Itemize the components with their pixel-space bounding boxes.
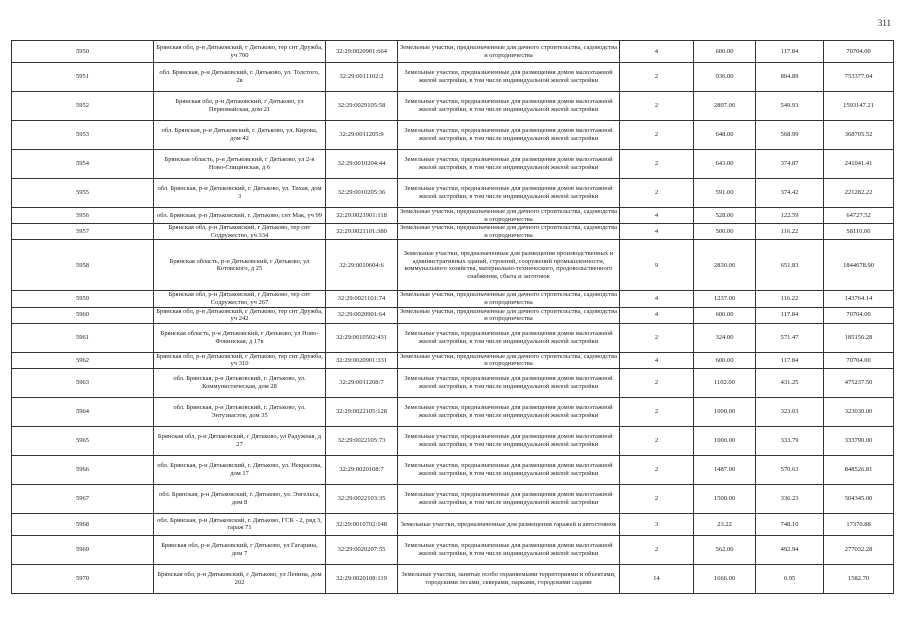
address-cell: Брянская область, р-н Дятьковский, г Дятьково, ул Ново-Фокинская, д 17в: [154, 323, 326, 352]
group-cell: 2: [620, 92, 694, 121]
table-row: [12, 121, 894, 150]
group-cell: 4: [620, 208, 694, 224]
table-row: [12, 426, 894, 455]
cadastral-number-cell: 32:29:0010502:431: [326, 323, 398, 352]
area-cell: 1102.00: [694, 368, 756, 397]
cadastral-value-cell: 58110.00: [824, 224, 894, 240]
specific-value-cell: 492.94: [756, 535, 824, 564]
cadastral-number-cell: 32:29:0022105:128: [326, 397, 398, 426]
table-row: [12, 240, 894, 291]
group-cell: 2: [620, 150, 694, 179]
table-row: [12, 63, 894, 92]
land-use-cell: Земельные участки, предназначенные для размещения домов малоэтажной жилой застройки, в том числе индивидуальной жилой застройки: [398, 455, 620, 484]
cadastral-value-cell: 143764.14: [824, 291, 894, 307]
land-use-cell: Земельные участки, предназначенные для размещения домов малоэтажной жилой застройки, в том числе индивидуальной жилой застройки: [398, 63, 620, 92]
cadastral-value-cell: 70704.00: [824, 41, 894, 63]
cadastral-number-cell: 32:29:0020901:664: [326, 41, 398, 63]
specific-value-cell: 374.87: [756, 150, 824, 179]
table-row: [12, 150, 894, 179]
cadastral-value-cell: 368705.52: [824, 121, 894, 150]
row-number: 5961: [12, 323, 154, 352]
group-cell: 2: [620, 535, 694, 564]
table-row: [12, 352, 894, 368]
row-number: 5965: [12, 426, 154, 455]
address-cell: Брянская обл, р-н Дятьковский, г Дятьково, ул Первомайская, дом 21: [154, 92, 326, 121]
page-number: 311: [877, 18, 891, 28]
cadastral-number-cell: 32:29:0011205:9: [326, 121, 398, 150]
land-use-cell: Земельные участки, предназначенные для размещения домов малоэтажной жилой застройки, в том числе индивидуальной жилой застройки: [398, 92, 620, 121]
row-number: 5951: [12, 63, 154, 92]
address-cell: Брянская область, р-н Дятьковский, г Дятьково, ул 2-я Ново-Спицинская, д 6: [154, 150, 326, 179]
specific-value-cell: 431.25: [756, 368, 824, 397]
land-use-cell: Земельные участки, предназначенные для размещения домов малоэтажной жилой застройки, в том числе индивидуальной жилой застройки: [398, 368, 620, 397]
table-row: [12, 307, 894, 323]
address-cell: Брянская обл, р-н Дятьковский, г Дятьково, ул Гагарина, дом 7: [154, 535, 326, 564]
table-row: [12, 208, 894, 224]
cadastral-number-cell: 32:29:0010205:36: [326, 179, 398, 208]
address-cell: обл. Брянская, р-н Дятьковский, г. Дятьково, ул. Кирова, дом 42: [154, 121, 326, 150]
group-cell: 2: [620, 426, 694, 455]
cadastral-value-cell: 221282.22: [824, 179, 894, 208]
cadastral-value-cell: 70704.00: [824, 352, 894, 368]
area-cell: 1487.00: [694, 455, 756, 484]
area-cell: 936.00: [694, 63, 756, 92]
specific-value-cell: 748.10: [756, 513, 824, 535]
cadastral-number-cell: 32:29:0021101:74: [326, 291, 398, 307]
area-cell: 23.22: [694, 513, 756, 535]
row-number: 5952: [12, 92, 154, 121]
cadastral-number-cell: 32:29:0020901:64: [326, 307, 398, 323]
group-cell: 4: [620, 352, 694, 368]
land-use-cell: Земельные участки, предназначенные для дачного строительства, садоводства и огородничества: [398, 307, 620, 323]
specific-value-cell: 0.95: [756, 564, 824, 593]
area-cell: 648.00: [694, 121, 756, 150]
land-use-cell: Земельные участки, предназначенные для дачного строительства, садоводства и огородничества: [398, 41, 620, 63]
table-row: [12, 323, 894, 352]
cadastral-number-cell: 32:29:0011102:2: [326, 63, 398, 92]
row-number: 5956: [12, 208, 154, 224]
cadastral-number-cell: 32:29:0022105:73: [326, 426, 398, 455]
cadastral-number-cell: 32:29:0010702:148: [326, 513, 398, 535]
cadastral-value-cell: 277032.28: [824, 535, 894, 564]
group-cell: 14: [620, 564, 694, 593]
table-row: [12, 224, 894, 240]
row-number: 5959: [12, 291, 154, 307]
specific-value-cell: 336.23: [756, 484, 824, 513]
group-cell: 2: [620, 323, 694, 352]
cadastral-value-cell: 1593147.21: [824, 92, 894, 121]
address-cell: Брянская обл, р-н Дятьковский, г Дятьково, тер снт Дружба, уч 700: [154, 41, 326, 63]
specific-value-cell: 571.47: [756, 323, 824, 352]
row-number: 5964: [12, 397, 154, 426]
group-cell: 3: [620, 513, 694, 535]
land-use-cell: Земельные участки, занятые особо охраняемыми территориями и объектами, городскими лесами, скверами, парками, городскими садами: [398, 564, 620, 593]
specific-value-cell: 374.42: [756, 179, 824, 208]
cadastral-value-cell: 1844678.90: [824, 240, 894, 291]
land-use-cell: Земельные участки, предназначенные для дачного строительства, садоводства и огородничества: [398, 291, 620, 307]
cadastral-value-cell: 1582.70: [824, 564, 894, 593]
cadastral-value-cell: 848526.81: [824, 455, 894, 484]
row-number: 5963: [12, 368, 154, 397]
group-cell: 9: [620, 240, 694, 291]
table-row: [12, 291, 894, 307]
cadastral-value-cell: 185156.28: [824, 323, 894, 352]
cadastral-value-cell: 64727.52: [824, 208, 894, 224]
area-cell: 600.00: [694, 41, 756, 63]
address-cell: Брянская обл, р-н Дятьковский, г Дятьково, ул Радужная, д 27: [154, 426, 326, 455]
cadastral-value-cell: 504345.00: [824, 484, 894, 513]
land-use-cell: Земельные участки, предназначенные для размещения домов малоэтажной жилой застройки, в том числе индивидуальной жилой застройки: [398, 426, 620, 455]
cadastral-value-cell: 241041.41: [824, 150, 894, 179]
address-cell: Брянская обл, р-н Дятьковский, г Дятьково, тер снт Содружество, уч 334: [154, 224, 326, 240]
cadastral-value-cell: 70704.00: [824, 307, 894, 323]
row-number: 5969: [12, 535, 154, 564]
cadastral-value-cell: 333790.00: [824, 426, 894, 455]
row-number: 5962: [12, 352, 154, 368]
address-cell: Брянская обл, р-н Дятьковский, г Дятьково, тер снт Дружба, уч 310: [154, 352, 326, 368]
row-number: 5958: [12, 240, 154, 291]
address-cell: Брянская область, р-н Дятьковский, г Дятьково, ул Котовского, д 25: [154, 240, 326, 291]
area-cell: 324.00: [694, 323, 756, 352]
land-use-cell: Земельные участки, предназначенные для дачного строительства, садоводства и огородничества: [398, 224, 620, 240]
area-cell: 1000.00: [694, 397, 756, 426]
row-number: 5955: [12, 179, 154, 208]
cadastral-value-table: [11, 40, 894, 594]
table-row: [12, 455, 894, 484]
address-cell: Брянская обл, р-н Дятьковский, г Дятьково, тер снт Содружество, уч 267: [154, 291, 326, 307]
row-number: 5970: [12, 564, 154, 593]
address-cell: обл. Брянская, р-н Дятьковский, г. Дятьково, ул. Энтузиастов, дом 35: [154, 397, 326, 426]
cadastral-number-cell: 32:29:0010204:44: [326, 150, 398, 179]
table-row: [12, 564, 894, 593]
land-use-cell: Земельные участки, предназначенные для размещения домов малоэтажной жилой застройки, в том числе индивидуальной жилой застройки: [398, 179, 620, 208]
group-cell: 4: [620, 41, 694, 63]
specific-value-cell: 568.99: [756, 121, 824, 150]
area-cell: 591.00: [694, 179, 756, 208]
address-cell: Брянская обл, р-н Дятьковский, г Дятьково, тер снт Дружба, уч 242: [154, 307, 326, 323]
address-cell: Брянская обл, р-н Дятьковский, г Дятьково, ул Ленина, дом 202: [154, 564, 326, 593]
land-use-cell: Земельные участки, предназначенные для размещения домов малоэтажной жилой застройки, в том числе индивидуальной жилой застройки: [398, 397, 620, 426]
area-cell: 500.00: [694, 224, 756, 240]
land-use-cell: Земельные участки, предназначенные для размещения домов малоэтажной жилой застройки, в том числе индивидуальной жилой застройки: [398, 150, 620, 179]
address-cell: обл. Брянская, р-н Дятьковский, г. Дятьково, ГСК - 2, ряд 3, гараж 71: [154, 513, 326, 535]
area-cell: 1237.00: [694, 291, 756, 307]
land-use-cell: Земельные участки, предназначенные для дачного строительства, садоводства и огородничества: [398, 208, 620, 224]
specific-value-cell: 570.63: [756, 455, 824, 484]
cadastral-number-cell: 32:29:0029105:58: [326, 92, 398, 121]
group-cell: 4: [620, 291, 694, 307]
land-use-cell: Земельные участки, предназначенные для размещения производственных и административных зданий, строений, сооружений промышленности, коммунального хозяйства, материально-технического, продовольственного снабжения, сбыта и заготовок: [398, 240, 620, 291]
row-number: 5966: [12, 455, 154, 484]
land-use-cell: Земельные участки, предназначенные для размещения домов малоэтажной жилой застройки, в том числе индивидуальной жилой застройки: [398, 121, 620, 150]
specific-value-cell: 804.89: [756, 63, 824, 92]
group-cell: 2: [620, 121, 694, 150]
area-cell: 562.00: [694, 535, 756, 564]
land-use-cell: Земельные участки, предназначенные для размещения домов малоэтажной жилой застройки, в том числе индивидуальной жилой застройки: [398, 535, 620, 564]
specific-value-cell: 549.93: [756, 92, 824, 121]
table-row: [12, 397, 894, 426]
area-cell: 2897.00: [694, 92, 756, 121]
land-use-cell: Земельные участки, предназначенные для размещения домов малоэтажной жилой застройки, в том числе индивидуальной жилой застройки: [398, 484, 620, 513]
row-number: 5953: [12, 121, 154, 150]
specific-value-cell: 333.79: [756, 426, 824, 455]
address-cell: обл. Брянская, р-н Дятьковский, г. Дятьково, ул. Толстого, 2в: [154, 63, 326, 92]
specific-value-cell: 323.03: [756, 397, 824, 426]
specific-value-cell: 122.59: [756, 208, 824, 224]
area-cell: 600.00: [694, 352, 756, 368]
address-cell: обл. Брянская, р-н Дятьковский, г. Дятьково, снт Мак, уч 99: [154, 208, 326, 224]
cadastral-number-cell: 32:29:0020108:119: [326, 564, 398, 593]
area-cell: 1666.00: [694, 564, 756, 593]
specific-value-cell: 117.84: [756, 352, 824, 368]
area-cell: 643.00: [694, 150, 756, 179]
group-cell: 4: [620, 224, 694, 240]
cadastral-value-cell: 753377.04: [824, 63, 894, 92]
cadastral-number-cell: 32:29:0022103:35: [326, 484, 398, 513]
table-row: [12, 41, 894, 63]
table-row: [12, 179, 894, 208]
cadastral-value-cell: 17370.88: [824, 513, 894, 535]
row-number: 5957: [12, 224, 154, 240]
area-cell: 600.00: [694, 307, 756, 323]
address-cell: обл. Брянская, р-н Дятьковский, г. Дятьково, ул. Некрасова, дом 17: [154, 455, 326, 484]
land-use-cell: Земельные участки, предназначенные для размещения домов малоэтажной жилой застройки, в том числе индивидуальной жилой застройки: [398, 323, 620, 352]
cadastral-number-cell: 32:29:0020108:7: [326, 455, 398, 484]
area-cell: 528.00: [694, 208, 756, 224]
address-cell: обл. Брянская, р-н Дятьковский, г. Дятьково, ул. Тихая, дом 3: [154, 179, 326, 208]
table-body: [12, 41, 894, 594]
land-use-cell: Земельные участки, предназначенные для размещения гаражей и автостоянок: [398, 513, 620, 535]
table-row: [12, 484, 894, 513]
group-cell: 2: [620, 455, 694, 484]
row-number: 5967: [12, 484, 154, 513]
land-use-cell: Земельные участки, предназначенные для дачного строительства, садоводства и огородничества: [398, 352, 620, 368]
cadastral-value-cell: 475237.50: [824, 368, 894, 397]
specific-value-cell: 116.22: [756, 291, 824, 307]
specific-value-cell: 651.83: [756, 240, 824, 291]
table-row: [12, 368, 894, 397]
group-cell: 4: [620, 307, 694, 323]
cadastral-number-cell: 32:29:0021101:380: [326, 224, 398, 240]
cadastral-number-cell: 32:29:0020901:331: [326, 352, 398, 368]
cadastral-number-cell: 32:29:0020207:55: [326, 535, 398, 564]
group-cell: 2: [620, 179, 694, 208]
group-cell: 2: [620, 63, 694, 92]
table-row: [12, 535, 894, 564]
area-cell: 1000.00: [694, 426, 756, 455]
table-row: [12, 92, 894, 121]
address-cell: обл. Брянская, р-н Дятьковский, г. Дятьково, ул. Энгельса, дом 8: [154, 484, 326, 513]
row-number: 5950: [12, 41, 154, 63]
specific-value-cell: 116.22: [756, 224, 824, 240]
specific-value-cell: 117.84: [756, 41, 824, 63]
group-cell: 2: [620, 484, 694, 513]
group-cell: 2: [620, 397, 694, 426]
specific-value-cell: 117.84: [756, 307, 824, 323]
address-cell: обл. Брянская, р-н Дятьковский, г. Дятьково, ул. Коммунистическая, дом 28: [154, 368, 326, 397]
cadastral-number-cell: 32:29:0011208:7: [326, 368, 398, 397]
row-number: 5960: [12, 307, 154, 323]
row-number: 5968: [12, 513, 154, 535]
cadastral-number-cell: 32:29:0010604:6: [326, 240, 398, 291]
area-cell: 1500.00: [694, 484, 756, 513]
area-cell: 2830.00: [694, 240, 756, 291]
group-cell: 2: [620, 368, 694, 397]
cadastral-value-cell: 323030.00: [824, 397, 894, 426]
row-number: 5954: [12, 150, 154, 179]
table-row: [12, 513, 894, 535]
cadastral-number-cell: 32:29:0021901:118: [326, 208, 398, 224]
